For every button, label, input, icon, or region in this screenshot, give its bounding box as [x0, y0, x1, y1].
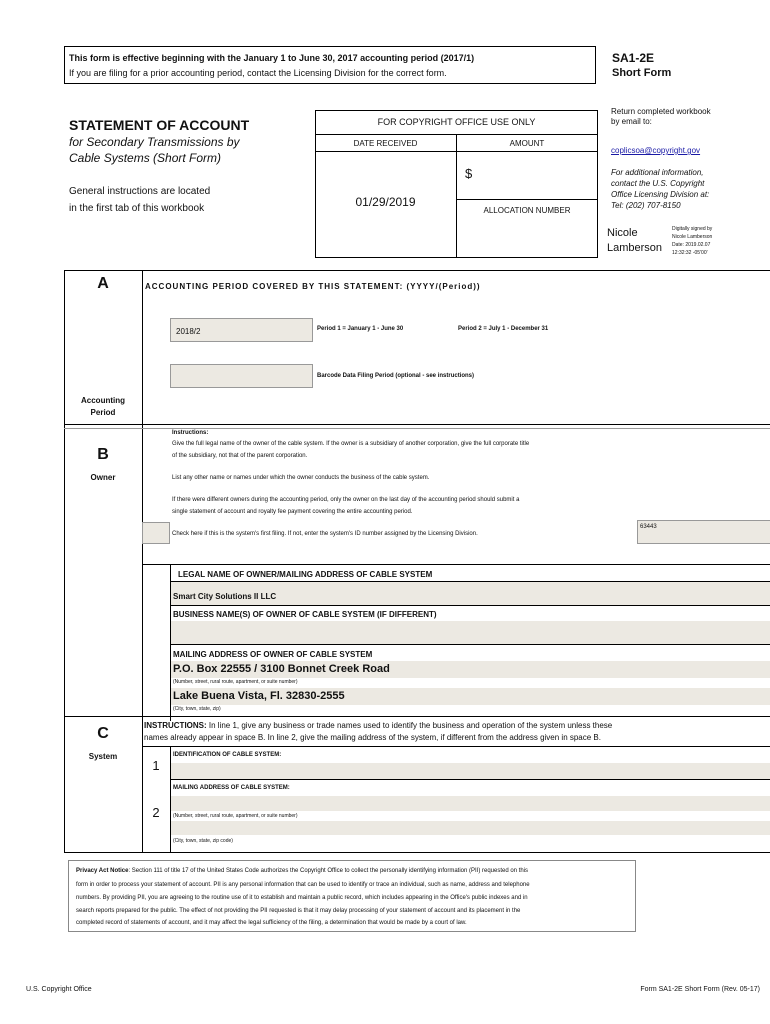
- form-code: SA1-2E: [612, 51, 655, 65]
- allocation-number-label: ALLOCATION NUMBER: [483, 206, 571, 215]
- first-filing-check-text: Check here if this is the system's first filing. If not, enter the system's ID number assigned by the Licensing Division.: [172, 531, 478, 537]
- form-type: Short Form: [612, 67, 672, 79]
- system-street-field[interactable]: [171, 796, 770, 811]
- legal-name-label: LEGAL NAME OF OWNER/MAILING ADDRESS OF CABLE SYSTEM: [178, 570, 433, 579]
- section-a-side-line2: Period: [90, 408, 116, 417]
- privacy-line1: [76, 868, 528, 874]
- date-received-value: 01/29/2019: [355, 195, 416, 209]
- return-line2: by email to:: [611, 117, 652, 126]
- date-received-label: DATE RECEIVED: [353, 139, 418, 148]
- signature-detail-1: Digitally signed by: [672, 226, 713, 232]
- section-a-heading: ACCOUNTING PERIOD COVERED BY THIS STATEMENT: (YYYY/(Period)): [145, 282, 481, 291]
- page-title: STATEMENT OF ACCOUNT: [69, 117, 250, 133]
- page-subtitle-line2: Cable Systems (Short Form): [69, 151, 222, 165]
- period1-note: Period 1 = January 1 - June 30: [317, 326, 404, 332]
- effective-notice-box: [64, 46, 596, 84]
- office-use-heading: FOR COPYRIGHT OFFICE USE ONLY: [377, 117, 536, 127]
- effective-notice-line1: This form is effective beginning with the January 1 to June 30, 2017 accounting period (2017/1): [69, 53, 475, 63]
- signature-detail-2: Nicole Lamberson: [672, 234, 713, 240]
- email-link[interactable]: coplicsoa@copyright.gov: [611, 146, 701, 155]
- system-city-field[interactable]: [171, 821, 770, 835]
- section-c-instructions-bold: INSTRUCTIONS:: [144, 721, 207, 730]
- privacy-line3: numbers. By providing PII, you are agreeing to the routine use of it to establish and maintain a public record, which includes appearing in the Office's public indexes and in: [76, 895, 528, 901]
- section-b-instruction-3: List any other name or names under which the owner conducts the business of the cable system.: [172, 475, 430, 481]
- section-a-side-line1: Accounting: [81, 396, 125, 405]
- dollar-sign: $: [465, 166, 473, 181]
- system-street-hint: (Number, street, rural route, apartment, or suite number): [173, 813, 298, 819]
- section-c-letter: C: [97, 725, 109, 742]
- business-names-field[interactable]: [171, 621, 770, 644]
- mailing-address-value: P.O. Box 22555 / 3100 Bonnet Creek Road: [173, 663, 390, 675]
- section-c-instructions-line1: [144, 721, 612, 730]
- city-value: Lake Buena Vista, Fl. 32830-2555: [173, 690, 345, 702]
- amount-label: AMOUNT: [509, 139, 545, 148]
- first-filing-checkbox[interactable]: [142, 522, 170, 544]
- system-city-hint: (City, town, state, zip code): [173, 838, 233, 844]
- page-subtitle-line1: for Secondary Transmissions by: [69, 135, 240, 149]
- footer-left: U.S. Copyright Office: [26, 986, 92, 993]
- section-c-instructions-text: In line 1, give any business or trade names used to identify the business and operation of the system unless these: [206, 721, 613, 730]
- section-b-instruction-5: single statement of account and royalty fee payment covering the entire accounting period.: [172, 509, 413, 515]
- identification-field[interactable]: [171, 763, 770, 779]
- accounting-period-value: 2018/2: [176, 327, 201, 336]
- effective-notice-line2: If you are filing for a prior accounting period, contact the Licensing Division for the correct form.: [69, 68, 447, 78]
- signature-detail-3: Date: 2019.02.07: [672, 242, 711, 248]
- signature-last-name: Lamberson: [607, 242, 663, 254]
- barcode-period-field[interactable]: [170, 364, 313, 388]
- mailing-address-hint: (Number, street, rural route, apartment, or suite number): [173, 679, 298, 685]
- legal-name-value: Smart City Solutions II LLC: [173, 592, 277, 601]
- privacy-line4: search reports prepared for the public. The effect of not providing the PII requested is that it may delay processing of your statement of account and its placement in the: [76, 908, 521, 914]
- section-c-instructions-line2: names already appear in space B. In line 2, give the mailing address of the system, if different from the address given in space B.: [144, 733, 601, 742]
- signature-first-name: Nicole: [607, 227, 638, 239]
- contact-info-line2: contact the U.S. Copyright: [611, 179, 705, 188]
- contact-info-phone: Tel: (202) 707-8150: [611, 201, 681, 210]
- line-2-number: 2: [152, 805, 160, 820]
- return-line1: Return completed workbook: [611, 107, 711, 116]
- identification-label: IDENTIFICATION OF CABLE SYSTEM:: [173, 752, 282, 758]
- section-a-letter: A: [97, 275, 109, 292]
- section-b-side-label: Owner: [90, 473, 116, 482]
- privacy-line5: completed record of statements of account, and it may affect the legal sufficiency of the filing, a determination that would be made by a court of law.: [76, 920, 467, 926]
- period2-note: Period 2 = July 1 - December 31: [458, 326, 549, 332]
- privacy-line2: form in order to process your statement of account. PII is any personal information that can be used to identify or trace an individual, such as name, address and telephone: [76, 882, 530, 888]
- section-b-instruction-1: Give the full legal name of the owner of the cable system. If the owner is a subsidiary of another corporation, give the full corporate title: [172, 441, 530, 447]
- line-1-number: 1: [152, 758, 160, 773]
- privacy-notice-text: : Section 111 of title 17 of the United States Code authorizes the Copyright Office to collect the personally identifying information (PII) requested on this: [128, 868, 529, 874]
- privacy-notice-title: Privacy Act Notice: [76, 868, 129, 874]
- signature-detail-4: 12:32:32 -05'00': [672, 250, 708, 256]
- city-hint: (City, town, state, zip): [173, 706, 221, 712]
- barcode-period-label: Barcode Data Filing Period (optional - see instructions): [317, 373, 475, 379]
- system-id-value: 63443: [640, 524, 657, 530]
- system-mailing-label: MAILING ADDRESS OF CABLE SYSTEM:: [173, 785, 290, 791]
- section-b-instructions-title: Instructions:: [172, 430, 209, 436]
- section-c-side-label: System: [88, 752, 118, 761]
- footer-right: Form SA1-2E Short Form (Rev. 05-17): [640, 986, 760, 993]
- business-names-label: BUSINESS NAME(S) OF OWNER OF CABLE SYSTEM (IF DIFFERENT): [173, 610, 437, 619]
- section-b-instruction-2: of the subsidiary, not that of the parent corporation.: [172, 453, 308, 459]
- mailing-address-label: MAILING ADDRESS OF OWNER OF CABLE SYSTEM: [173, 650, 373, 659]
- general-instructions-line1: General instructions are located: [69, 186, 211, 197]
- general-instructions-line2: in the first tab of this workbook: [69, 203, 205, 214]
- contact-info-line3: Office Licensing Division at:: [611, 190, 710, 199]
- contact-info-line1: For additional information,: [611, 168, 704, 177]
- section-b-instruction-4: If there were different owners during the accounting period, only the owner on the last day of the accounting period should submit a: [172, 497, 520, 503]
- section-b-letter: B: [97, 446, 109, 463]
